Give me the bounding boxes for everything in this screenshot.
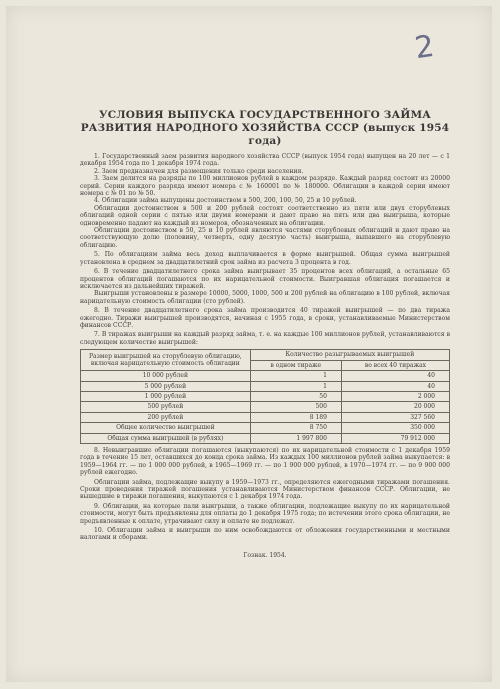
total-sum-one: 1 997 800 [250, 433, 341, 443]
prize-count-all: 2 000 [341, 391, 449, 401]
document-title: УСЛОВИЯ ВЫПУСКА ГОСУДАРСТВЕННОГО ЗАЙМА РАЗВИТИЯ НАРОДНОГО ХОЗЯЙСТВА СССР (выпуск 1954 года) [80, 109, 450, 147]
paragraph: 2. Заем предназначен для размещения только среди населения. [94, 167, 304, 175]
paragraph: 8. Невыигравшие облигации погашаются (выкупаются) по их нарицательной стоимости с 1 декабря 1959 года в течение 15 лет, оставшихся до конца срока займа. Из каждых 100 миллионов рублей займа выкупается: в 1959—1964 гг. — по 1 000 000 рублей, в 1965—1969 гг. — по 1 900 000 рублей, в 1970—1974 гг. — по 9 900 000 рублей ежегодно. [80, 447, 450, 477]
paragraph: 9. Облигации, на которые пали выигрыши, а также облигации, подлежащие выкупу по их нарицательной стоимости, могут быть предъявлены для оплаты до 1 декабря 1975 года; по истечении этого срока облигации, не предъявленные к оплате, утрачивают силу и оплате не подлежат. [80, 502, 450, 525]
total-count-one: 8 750 [250, 423, 341, 433]
paragraph: 8. В течение двадцатилетнего срока займа производится 40 тиражей выигрышей — по два тиража ежегодно. Тиражи выигрышей производятся, начиная с 1955 года, в сроки, устанавливаемые Министерством финансов СССР. [80, 307, 450, 329]
table-header-quantity: Количество разыгрываемых выигрышей [250, 350, 449, 361]
paragraph: 1. Государственный заем развития народного хозяйства СССР (выпуск 1954 года) выпущен на 20 лет — с 1 декабря 1954 года по 1 декабря 1974 года. [80, 153, 450, 168]
table-row [81, 412, 450, 422]
table-header-all-draws: во всех 40 тиражах [341, 360, 449, 371]
paragraph: Выигрыши установлены в размере 10000, 5000, 1000, 500 и 200 рублей на облигацию в 100 рублей, включая нарицательную стоимость облигации (сто рублей). [80, 290, 450, 305]
bond-back-sheet [6, 6, 492, 682]
paragraph: 3. Заем делится на разряды по 100 миллионов рублей в каждом разряде. Каждый разряд состоит из 20000 серий. Серии каждого разряда имеют номера с № 160001 по № 180000. Облигации в каждой серии имеют номера с № 01 по № 50. [80, 175, 450, 198]
total-count-all: 350 000 [341, 423, 449, 433]
paragraph: 6. В течение двадцатилетнего срока займа выигрывает 35 процентов всех облигаций, а остальные 65 процентов облигаций погашаются по их нарицательной стоимости. Выигравшая облигация погашается и исключается из дальнейших тиражей. [80, 268, 450, 290]
paragraph: Облигации займа, подлежащие выкупу в 1959—1973 гг., определяются ежегодными тиражами погашения. Сроки проведения тиражей погашения устанавливаются Министерством финансов СССР. Облигации, не вышедшие в тиражи погашения, выкупаются с 1 декабря 1974 года. [80, 478, 450, 501]
table-header-one-draw: в одном тираже [250, 360, 341, 371]
prize-amount: 1 000 рублей [81, 391, 251, 401]
total-count-label: Общее количество выигрышей [81, 423, 251, 433]
prize-count-all: 40 [341, 371, 449, 381]
handwritten-number: 2 [412, 28, 437, 67]
prize-count-one: 500 [250, 402, 341, 412]
prize-table [80, 349, 450, 444]
prize-count-all: 40 [341, 381, 449, 391]
printer-imprint: Гознак. 1954. [243, 551, 287, 559]
prize-amount: 5 000 рублей [81, 381, 251, 391]
prize-amount: 200 рублей [81, 412, 251, 422]
paragraph: 10. Облигации займа и выигрыши по ним освобождаются от обложения государственными и местными налогами и сборами. [80, 527, 450, 542]
table-row [81, 371, 450, 381]
prize-count-one: 1 [250, 381, 341, 391]
table-total-count-row [81, 423, 450, 433]
paragraph: 4. Облигации займа выпущены достоинством в 500, 200, 100, 50, 25 и 10 рублей. [94, 197, 357, 205]
table-row [81, 402, 450, 412]
prize-count-all: 20 000 [341, 402, 449, 412]
table-row [81, 391, 450, 401]
paragraph: 5. По облигациям займа весь доход выплачивается в форме выигрышей. Общая сумма выигрышей установлена в среднем за двадцатилетний срок займа из расчета 3 процента в год. [80, 251, 450, 266]
prize-count-one: 1 [250, 371, 341, 381]
table-row [81, 381, 450, 391]
prize-amount: 500 рублей [81, 402, 251, 412]
prize-count-one: 8 189 [250, 412, 341, 422]
table-total-sum-row [81, 433, 450, 443]
total-sum-all: 79 912 000 [341, 433, 449, 443]
prize-amount: 10 000 рублей [81, 371, 251, 381]
total-sum-label: Общая сумма выигрышей (в рублях) [81, 433, 251, 443]
prize-count-all: 327 560 [341, 412, 449, 422]
table-header-amount: Размер выигрышей на сторублевую облигацию, включая нарицательную стоимость облигации [81, 350, 251, 371]
prize-count-one: 50 [250, 391, 341, 401]
paragraph: 7. В тиражах выигрыши на каждый разряд займа, т. е. на каждые 100 миллионов рублей, устанавливаются в следующем количестве выигрышей: [80, 331, 450, 346]
loan-conditions-text [80, 109, 450, 559]
paragraph: Облигации достоинством в 500 и 200 рублей состоят соответственно из пяти или двух сторублевых облигаций одной серии с пятью или двумя номерами и дают право на пять или два выигрыша, которые одновременно падают на каждый из номеров, обозначенных на облигации. [80, 204, 450, 227]
paragraph: Облигации достоинством в 50, 25 и 10 рублей являются частями сторублевых облигаций и дают право на соответствующую долю (половину, четверть, одну десятую часть) выигрыша, выпавшего на сторублевую облигацию. [80, 227, 450, 249]
